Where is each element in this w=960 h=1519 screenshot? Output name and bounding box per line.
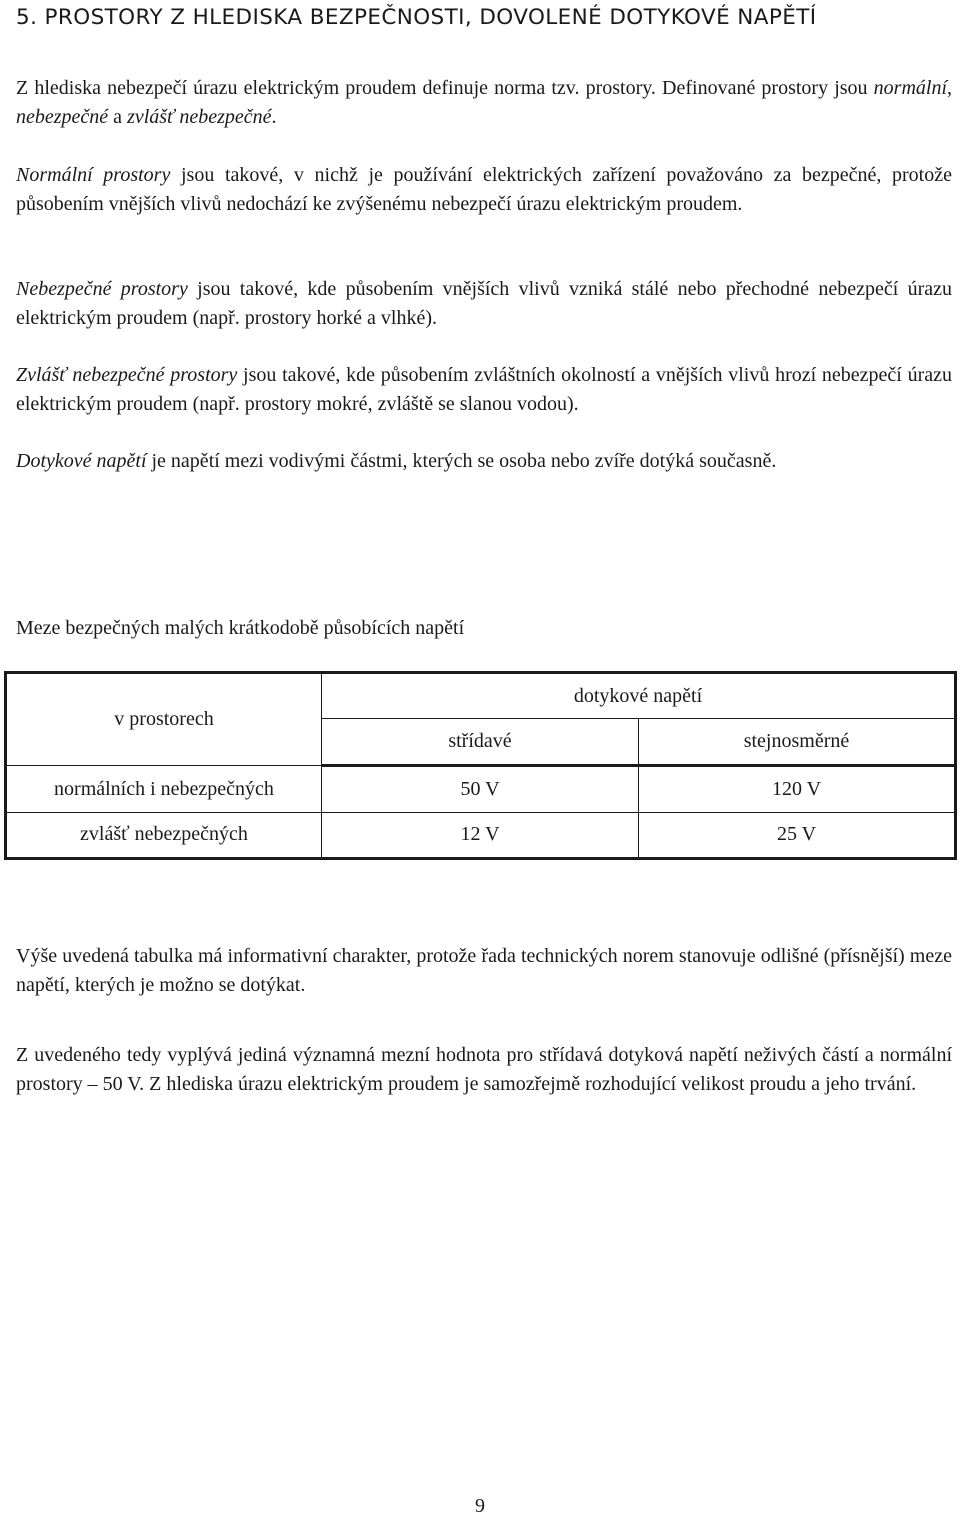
touch-voltage-text: je napětí mezi vodivými částmi, kterých se osoba nebo zvíře dotýká současně. [146, 450, 777, 472]
header-dc: stejnosměrné [638, 719, 955, 766]
intro-paragraph [16, 74, 952, 132]
row-space: normálních i nebezpečných [6, 766, 322, 812]
especially-dangerous-spaces-text: jsou takové, kde působením zvláštních okolností a vnějších vlivů hrozí nebezpečí úrazu elektrickým proudem (např. prostory mokré, zvláště se slanou vodou). [16, 364, 952, 415]
normal-spaces-term: Normální prostory [16, 164, 171, 186]
especially-dangerous-spaces-term: Zvlášť nebezpečné prostory [16, 364, 238, 386]
page-number: 9 [475, 1495, 485, 1517]
intro-separator-2: a [108, 106, 128, 128]
row-dc-value: 25 V [638, 812, 955, 858]
especially-dangerous-spaces-paragraph [16, 361, 952, 419]
row-ac-value: 12 V [321, 812, 638, 858]
row-space: zvlášť nebezpečných [6, 812, 322, 858]
table-caption: Meze bezpečných malých krátkodobě působících napětí [16, 617, 465, 639]
header-ac: střídavé [321, 719, 638, 766]
table-note-paragraph: Výše uvedená tabulka má informativní charakter, protože řada technických norem stanovuje odlišné (přísnější) meze napětí, kterých je možno se dotýkat. [16, 945, 952, 996]
term-especially-dangerous: zvlášť nebezpečné [127, 106, 272, 128]
dangerous-spaces-term: Nebezpečné prostory [16, 278, 188, 300]
section-heading: 5. PROSTORY Z HLEDISKA BEZPEČNOSTI, DOVOLENÉ DOTYKOVÉ NAPĚTÍ [16, 5, 817, 30]
touch-voltage-paragraph [16, 447, 952, 476]
row-ac-value: 50 V [321, 766, 638, 812]
term-dangerous: nebezpečné [16, 106, 109, 128]
touch-voltage-term: Dotykové napětí [16, 450, 147, 472]
row-dc-value: 120 V [638, 766, 955, 812]
voltage-limits-table [4, 671, 957, 860]
dangerous-spaces-paragraph [16, 275, 952, 333]
dangerous-spaces-text: jsou takové, kde působením vnějších vlivů vzniká stálé nebo přechodné nebezpečí úrazu elektrickým proudem (např. prostory horké a vlhké). [16, 278, 952, 329]
table-row [6, 812, 956, 858]
header-touch-voltage: dotykové napětí [321, 673, 955, 719]
normal-spaces-text: jsou takové, v nichž je používání elektrických zařízení považováno za bezpečné, protože působením vnějších vlivů nedochází ke zvýšenému nebezpečí úrazu elektrickým proudem. [16, 164, 952, 215]
intro-separator-1: , [947, 77, 952, 99]
normal-spaces-paragraph [16, 161, 952, 219]
intro-text: Z hlediska nebezpečí úrazu elektrickým proudem definuje norma tzv. prostory. Definované prostory jsou [16, 77, 874, 99]
intro-end: . [271, 106, 277, 128]
table-row [6, 766, 956, 812]
conclusion-paragraph: Z uvedeného tedy vyplývá jediná významná mezní hodnota pro střídavá dotyková napětí neživých částí a normální prostory – 50 V. Z hlediska úrazu elektrickým proudem je samozřejmě rozhodující velikost proudu a jeho trvání. [16, 1044, 952, 1095]
header-space: v prostorech [6, 673, 322, 766]
term-normal: normální [873, 77, 947, 99]
table-header-row [6, 673, 956, 719]
